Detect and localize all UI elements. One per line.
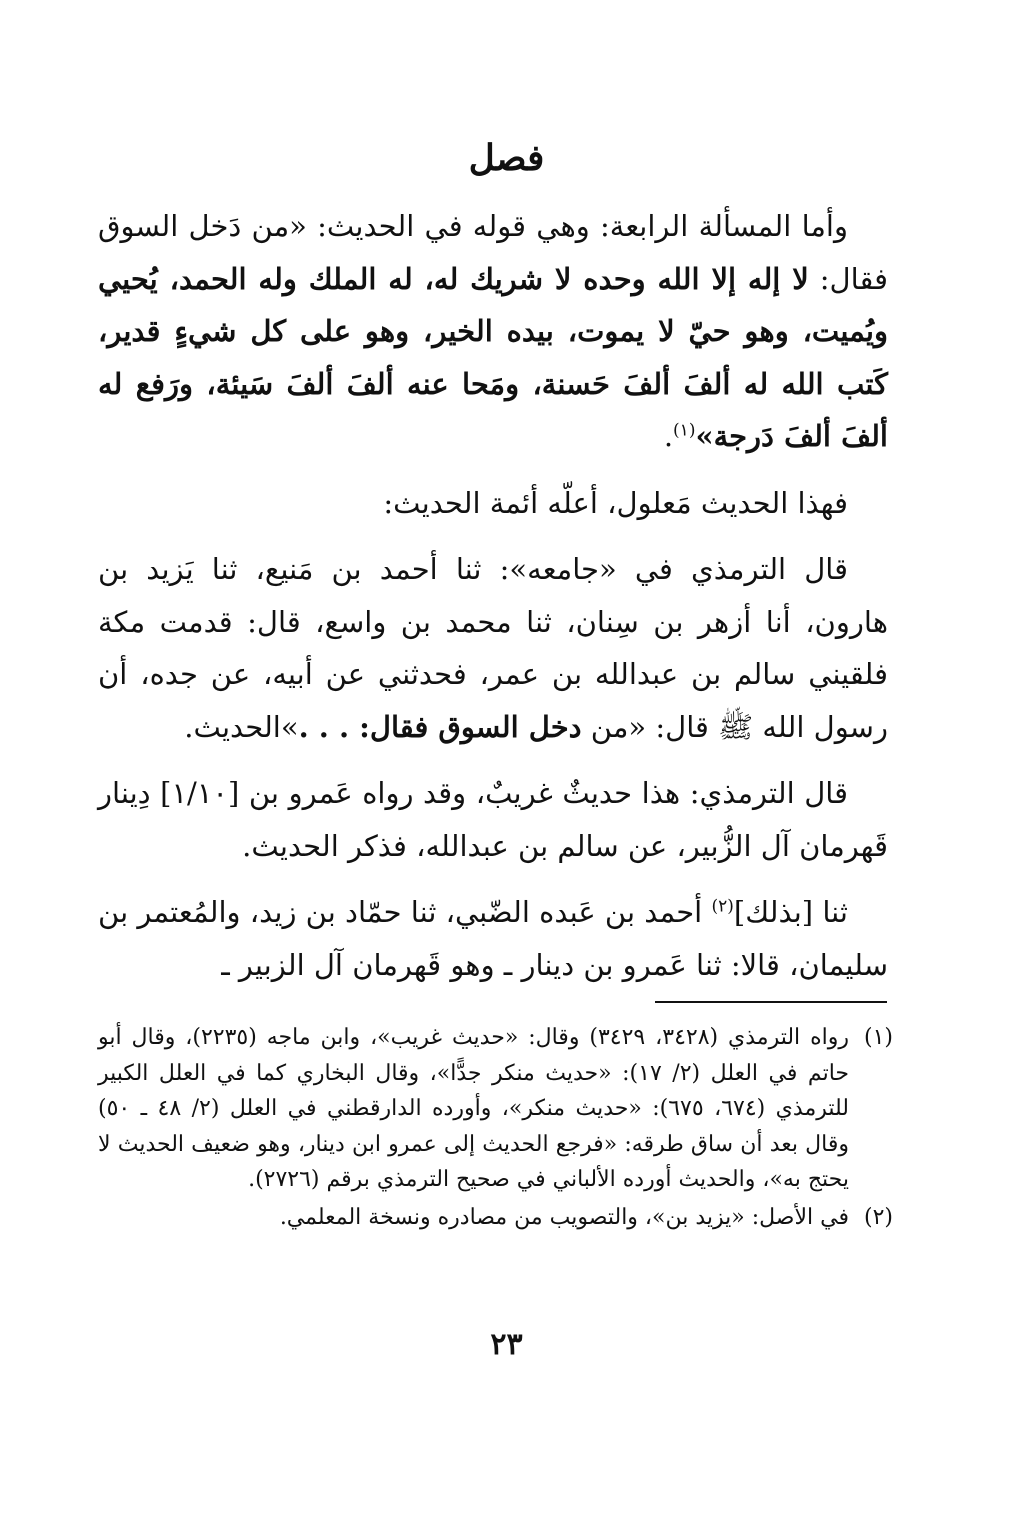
- footnote-text: في الأصل: «يزيد بن»، والتصويب من مصادره ونسخة المعلمي.: [279, 1204, 849, 1230]
- paragraph-5-text: أحمد بن عَبده الضّبي، ثنا حمّاد بن زيد، والمُعتمر بن سليمان، قالا: ثنا عَمرو بن دينار ـ وهو قَهرمان آل الزبير ـ: [98, 895, 888, 982]
- footnote-number: (١): [863, 1025, 893, 1050]
- paragraph-5: [98, 886, 888, 991]
- paragraph-1-end: .: [663, 419, 674, 453]
- paragraph-3: [98, 543, 888, 753]
- main-text: [98, 200, 888, 1005]
- footnote-number: (٢): [863, 1204, 893, 1230]
- paragraph-5-start: ثنا [بذلك]: [733, 895, 848, 929]
- paragraph-1-intro: وأما المسألة الرابعة: وهي قوله في الحديث: «من دَخل السوق فقال:: [98, 209, 888, 296]
- paragraph-3-bold: دخل السوق فقال: . . .: [298, 709, 582, 744]
- page-number: ٢٣: [490, 1327, 523, 1362]
- footnote-separator: [655, 1001, 887, 1003]
- paragraph-3-end: »الحديث.: [184, 709, 299, 744]
- paragraph-3-text: قال الترمذي في «جامعه»: ثنا أحمد بن مَنيع، ثنا يَزيد بن هارون، أنا أزهر بن سِنان، ثنا محمد بن واسع، قال: قدمت مكة فلقيني سالم بن عبدالله بن عمر، فحدثني عن أبيه، عن جده، أن رسول الله ﷺ قال: «من: [98, 552, 888, 744]
- footnote-ref-2: (٢): [711, 896, 734, 917]
- footnote-2: [98, 1200, 893, 1236]
- section-heading: فصل: [468, 137, 545, 179]
- hadith-text: لا إله إلا الله وحده لا شريك له، له الملك وله الحمد، يُحيي ويُميت، وهو حيّ لا يموت، بيده الخير، وهو على كل شيءٍ قدير، كَتب الله له ألفَ ألفَ حَسنة، ومَحا عنه ألفَ ألفَ سَيئة، ورَفع له ألفَ ألفَ دَرجة»: [98, 261, 888, 453]
- footnote-text: رواه الترمذي (٣٤٢٨، ٣٤٢٩) وقال: «حديث غريب»، وابن ماجه (٢٢٣٥)، وقال أبو حاتم في العلل (٢/ ١٧): «حديث منكر جدًّا»، وقال البخاري كما في العلل الكبير للترمذي (٦٧٤، ٦٧٥): «حديث منكر»، وأورده الدارقطني في العلل (٢/ ٤٨ ـ ٥٠) وقال بعد أن ساق طرقه: «فرجع الحديث إلى عمرو ابن دينار، وهو ضعيف الحديث لا يحتج به»، والحديث أورده الألباني في صحيح الترمذي برقم (٢٧٢٦).: [98, 1025, 850, 1192]
- footnote-ref-1: (١): [673, 420, 696, 441]
- paragraph-2: فهذا الحديث مَعلول، أعلّه أئمة الحديث:: [383, 485, 848, 520]
- paragraph-1: [98, 200, 888, 463]
- footnote-1: [98, 1020, 893, 1198]
- paragraph-4: قال الترمذي: هذا حديثٌ غريبٌ، وقد رواه عَمرو بن [١/١٠] دِينار قَهرمان آل الزُّبير، عن سالم بن عبدالله، فذكر الحديث.: [98, 776, 888, 863]
- footnotes: [98, 1020, 893, 1237]
